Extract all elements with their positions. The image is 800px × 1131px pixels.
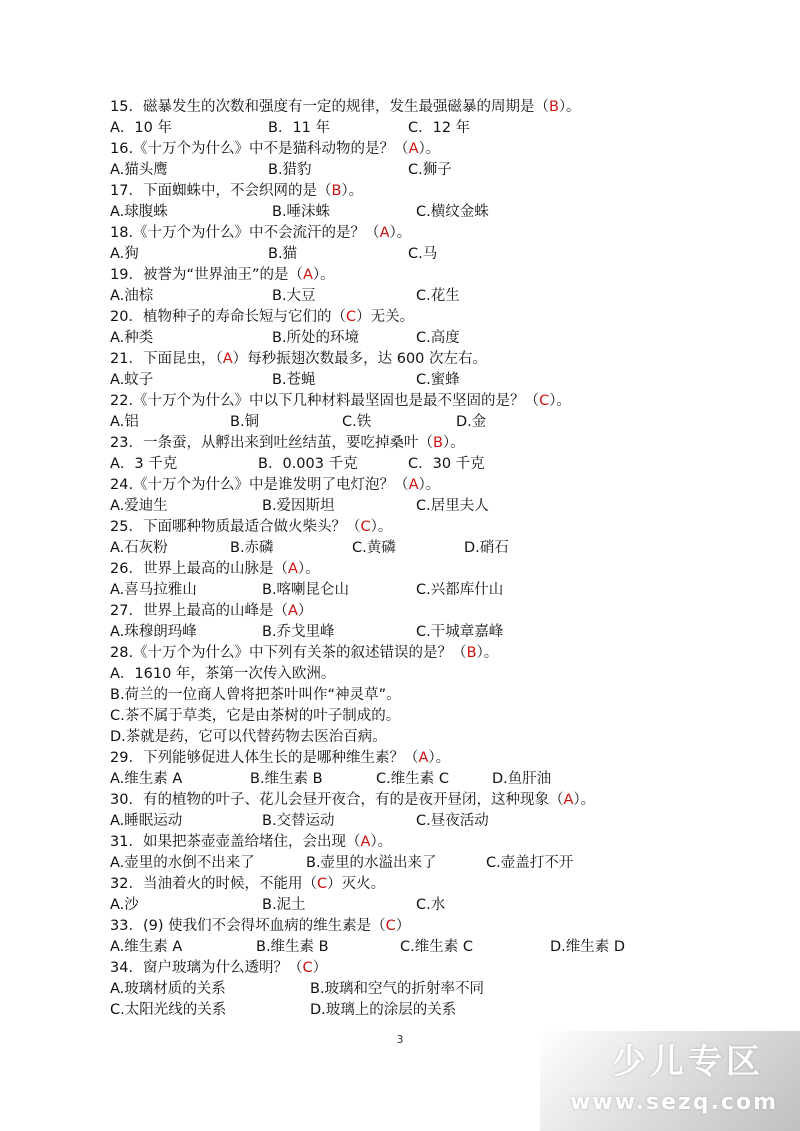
option: C.横纹金蛛 (416, 204, 489, 220)
answer-letter: A (408, 141, 419, 157)
question-tail: ）。 (428, 750, 451, 766)
question-text: 21．下面昆虫，（ (110, 351, 223, 367)
option: A.壶里的水倒不出来了 (110, 855, 255, 871)
question-tail: ）。 (549, 393, 571, 409)
option: C.黄磷 (352, 540, 396, 556)
answer-letter: A (287, 603, 298, 619)
option: B.爱因斯坦 (262, 498, 335, 514)
options-row (110, 580, 750, 601)
option: A.睡眠运动 (110, 813, 183, 829)
question-text: 34．窗户玻璃为什么透明？（ (110, 960, 303, 976)
answer-letter: A (408, 477, 419, 493)
option: C．30 千克 (408, 456, 485, 472)
option: C．12 年 (408, 120, 471, 136)
question-tail: ） (312, 960, 328, 976)
question-text: 33．(9) 使我们不会得坏血病的维生素是（ (110, 918, 386, 934)
answer-letter: B (432, 435, 443, 451)
question-stem (110, 391, 750, 412)
question-tail: ）。 (341, 183, 364, 199)
answer-letter: C (360, 519, 371, 535)
question-tail: ）。 (312, 267, 335, 283)
question-stem (110, 433, 750, 454)
option: B.壶里的水溢出来了 (306, 855, 437, 871)
question-tail: ）。 (418, 477, 441, 493)
question-stem (110, 307, 750, 328)
question-text: 18.《十万个为什么》中不会流汗的是？（ (110, 225, 380, 241)
option: A.油棕 (110, 288, 154, 304)
option: B．0.003 千克 (258, 456, 358, 472)
option: B.苍蝇 (272, 372, 316, 388)
question-tail: ）。 (370, 519, 393, 535)
question-list (110, 97, 750, 1021)
option: A.喜马拉雅山 (110, 582, 197, 598)
option: B.交替运动 (262, 813, 335, 829)
options-row (110, 538, 750, 559)
option: B.乔戈里峰 (262, 624, 335, 640)
question-text: 24.《十万个为什么》中是谁发明了电灯泡？（ (110, 477, 409, 493)
answer-letter: A (302, 267, 313, 283)
option: C.花生 (416, 288, 460, 304)
question-tail: ）。 (476, 645, 499, 661)
option-line: B.荷兰的一位商人曾将把茶叶叫作“神灵草”。 (110, 687, 401, 703)
question-stem (110, 349, 750, 370)
option: C.蜜蜂 (416, 372, 460, 388)
options-row (110, 622, 750, 643)
option: C.狮子 (408, 162, 452, 178)
option: B.赤磷 (230, 540, 274, 556)
question-tail: ）。 (573, 792, 596, 808)
option: A.维生素 A (110, 939, 183, 955)
options-row (110, 895, 750, 916)
question-stem (110, 958, 750, 979)
question-stem (110, 265, 750, 286)
answer-letter: A (287, 561, 298, 577)
answer-letter: C (302, 960, 313, 976)
question-tail: ） (395, 918, 411, 934)
option: C.水 (416, 897, 446, 913)
answer-letter: C (539, 393, 550, 409)
question-stem (110, 832, 750, 853)
question-stem (110, 139, 750, 160)
options-row (110, 454, 750, 475)
option: C.维生素 C (376, 771, 449, 787)
option: B.维生素 B (256, 939, 329, 955)
option: B.唾沫蛛 (272, 204, 331, 220)
option: B.铜 (230, 414, 260, 430)
options-row (110, 370, 750, 391)
option: A.石灰粉 (110, 540, 168, 556)
options-row (110, 769, 750, 790)
options-row (110, 160, 750, 181)
question-stem (110, 601, 750, 622)
question-stem (110, 874, 750, 895)
answer-letter: A (563, 792, 574, 808)
question-stem (110, 790, 750, 811)
option: B．11 年 (268, 120, 331, 136)
answer-letter: C (345, 309, 357, 325)
option: C.高度 (416, 330, 460, 346)
answer-letter: C (316, 876, 328, 892)
option: B.维生素 B (250, 771, 323, 787)
option: C.铁 (342, 414, 372, 430)
option: A.蚊子 (110, 372, 154, 388)
option: A.铝 (110, 414, 139, 430)
question-text: 28.《十万个为什么》中下列有关茶的叙述错误的是？（ (110, 645, 467, 661)
options-row (110, 412, 750, 433)
option: B.猫 (268, 246, 298, 262)
question-tail: ）每秒振翅次数最多，达 600 次左右。 (232, 351, 488, 367)
page-number: 3 (396, 1033, 404, 1046)
options-row (110, 979, 750, 1000)
question-tail: ）。 (297, 561, 320, 577)
question-stem (110, 97, 750, 118)
options-row (110, 286, 750, 307)
answer-letter: A (418, 750, 429, 766)
watermark-url: www.sezq.com (570, 1090, 778, 1115)
answer-letter: A (222, 351, 233, 367)
question-stem (110, 475, 750, 496)
question-tail: ）。 (389, 225, 412, 241)
option: A.球腹蛛 (110, 204, 168, 220)
question-stem (110, 223, 750, 244)
option: D.金 (456, 414, 487, 430)
question-stem (110, 916, 750, 937)
question-tail: ）。 (418, 141, 441, 157)
option: B.泥土 (262, 897, 306, 913)
answer-letter: C (385, 918, 396, 934)
question-text: 26．世界上最高的山脉是（ (110, 561, 288, 577)
question-text: 15．磁暴发生的次数和强度有一定的规律，发生最强磁暴的周期是（ (110, 99, 549, 115)
question-text: 30．有的植物的叶子、花儿会昼开夜合，有的是夜开昼闭，这种现象（ (110, 792, 564, 808)
answer-letter: B (548, 99, 559, 115)
options-row (110, 937, 750, 958)
option: A.爱迪生 (110, 498, 168, 514)
option: B.猎豹 (268, 162, 312, 178)
options-row (110, 811, 750, 832)
question-stem (110, 559, 750, 580)
question-text: 32．当油着火的时候，不能用（ (110, 876, 317, 892)
question-tail: ）。 (370, 834, 393, 850)
option: B.喀喇昆仑山 (262, 582, 350, 598)
watermark-logo (540, 1031, 800, 1131)
options-row (110, 244, 750, 265)
option: C.壶盖打不开 (486, 855, 574, 871)
options-row (110, 328, 750, 349)
option: A.种类 (110, 330, 154, 346)
option: D.玻璃上的涂层的关系 (310, 1002, 457, 1018)
option: A．10 年 (110, 120, 172, 136)
options-row (110, 118, 750, 139)
option-line: A．1610 年，茶第一次传入欧洲。 (110, 666, 336, 682)
question-text: 25．下面哪种物质最适合做火柴头？（ (110, 519, 361, 535)
options-row (110, 1000, 750, 1021)
question-tail: ）无关。 (356, 309, 415, 325)
option: A.猫头鹰 (110, 162, 168, 178)
options-row (110, 853, 750, 874)
options-row (110, 496, 750, 517)
option: C.马 (408, 246, 438, 262)
option: D.鱼肝油 (492, 771, 552, 787)
option-line: D.茶就是药，它可以代替药物去医治百病。 (110, 729, 387, 745)
option: C.干城章嘉峰 (416, 624, 504, 640)
question-text: 27．世界上最高的山峰是（ (110, 603, 288, 619)
question-text: 17．下面蜘蛛中，不会织网的是（ (110, 183, 332, 199)
watermark-title: 少儿专区 (612, 1042, 764, 1082)
option: D.硝石 (464, 540, 509, 556)
question-tail: ）。 (558, 99, 581, 115)
option: B.大豆 (272, 288, 316, 304)
option: B.玻璃和空气的折射率不同 (310, 981, 485, 997)
question-text: 31．如果把茶壶壶盖给堵住，会出现（ (110, 834, 361, 850)
option: C.维生素 C (400, 939, 473, 955)
question-text: 22.《十万个为什么》中以下几种材料最坚固也是最不坚固的是？（ (110, 393, 540, 409)
option: A.珠穆朗玛峰 (110, 624, 197, 640)
option-line: C.茶不属于草类，它是由茶树的叶子制成的。 (110, 708, 401, 724)
option: B.所处的环境 (272, 330, 360, 346)
option: C.太阳光线的关系 (110, 1002, 227, 1018)
option: A.维生素 A (110, 771, 183, 787)
question-text: 23．一条蚕，从孵出来到吐丝结茧，要吃掉桑叶（ (110, 435, 433, 451)
question-tail: ）。 (442, 435, 465, 451)
answer-letter: B (466, 645, 477, 661)
question-text: 20．植物种子的寿命长短与它们的（ (110, 309, 346, 325)
option: A.狗 (110, 246, 139, 262)
option: A．3 千克 (110, 456, 178, 472)
question-stem (110, 643, 750, 664)
question-stem (110, 748, 750, 769)
question-stem (110, 517, 750, 538)
options-row (110, 202, 750, 223)
option: C.居里夫人 (416, 498, 489, 514)
option: A.沙 (110, 897, 139, 913)
answer-letter: B (331, 183, 342, 199)
option: C.昼夜活动 (416, 813, 489, 829)
answer-letter: A (360, 834, 371, 850)
option: C.兴都库什山 (416, 582, 504, 598)
question-stem (110, 181, 750, 202)
question-text: 16.《十万个为什么》中不是猫科动物的是？（ (110, 141, 409, 157)
option: A.玻璃材质的关系 (110, 981, 226, 997)
answer-letter: A (379, 225, 390, 241)
option: D.维生素 D (550, 939, 626, 955)
question-tail: ）灭火。 (327, 876, 386, 892)
question-tail: ） (297, 603, 313, 619)
question-text: 29．下列能够促进人体生长的是哪种维生素？（ (110, 750, 419, 766)
question-text: 19．被誉为“世界油王”的是（ (110, 267, 303, 283)
